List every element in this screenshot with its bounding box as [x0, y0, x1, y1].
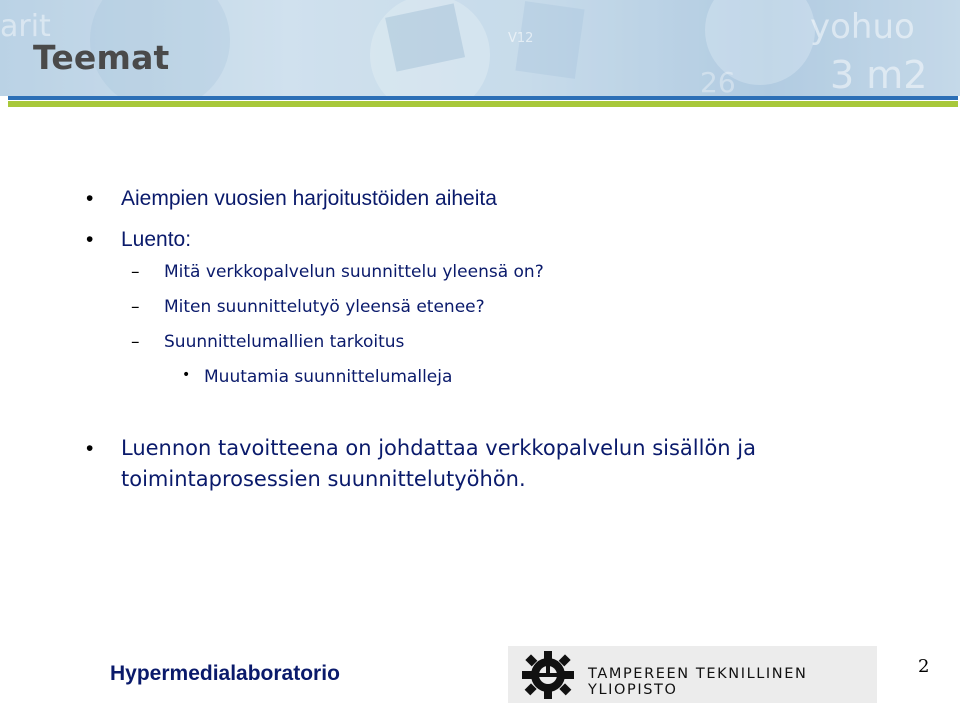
- bullet-text: Luento:: [121, 228, 192, 251]
- sub-bullet-text: Suunnittelumallien tarkoitus: [164, 332, 405, 352]
- slide-title: Teemat: [33, 38, 170, 77]
- bullet-mark: •: [86, 187, 94, 210]
- bullet-text-line-1: Luennon tavoitteena on johdattaa verkkopalvelun sisällön ja: [121, 436, 756, 460]
- decor-text-2: V12: [508, 31, 534, 46]
- sub-sub-bullet-text: Muutamia suunnittelumalleja: [204, 367, 453, 387]
- dash-mark: –: [131, 297, 140, 317]
- bullet-item-2: [86, 228, 192, 252]
- bullet-text-line-2: toimintaprosessien suunnittelutyöhön.: [121, 467, 526, 491]
- dash-mark: –: [131, 262, 140, 282]
- bullet-mark: •: [182, 367, 191, 383]
- decor-text-4: 3 m2: [830, 53, 928, 96]
- sub-bullet-text: Mitä verkkopalvelun suunnittelu yleensä on?: [164, 262, 544, 282]
- sub-bullet-item-1: [131, 262, 544, 282]
- sub-bullet-item-2: [131, 297, 485, 317]
- university-name: TAMPEREEN TEKNILLINEN YLIOPISTO: [588, 666, 808, 698]
- bullet-mark: •: [86, 228, 94, 251]
- sub-bullet-item-3: [131, 332, 405, 352]
- header-banner: [0, 0, 960, 96]
- sub-bullet-text: Miten suunnittelutyö yleensä etenee?: [164, 297, 485, 317]
- gear-logo-icon: [518, 649, 578, 701]
- university-logo: [508, 646, 877, 703]
- header-rule-green: [8, 101, 958, 107]
- bullet-text: Aiempien vuosien harjoitustöiden aiheita: [121, 187, 497, 210]
- header-rule-blue: [8, 96, 958, 100]
- bullet-item-1: [86, 187, 497, 211]
- sub-sub-bullet-item-1: [182, 367, 453, 387]
- bullet-mark: •: [86, 437, 94, 460]
- page-number: 2: [918, 656, 930, 677]
- decor-text-5: 26: [700, 66, 736, 96]
- bullet-item-3: [86, 433, 756, 495]
- decor-text-1: arit: [0, 9, 51, 44]
- decor-text-3: yohuo: [810, 7, 915, 47]
- dash-mark: –: [131, 332, 140, 352]
- lab-name: Hypermedialaboratorio: [110, 662, 340, 685]
